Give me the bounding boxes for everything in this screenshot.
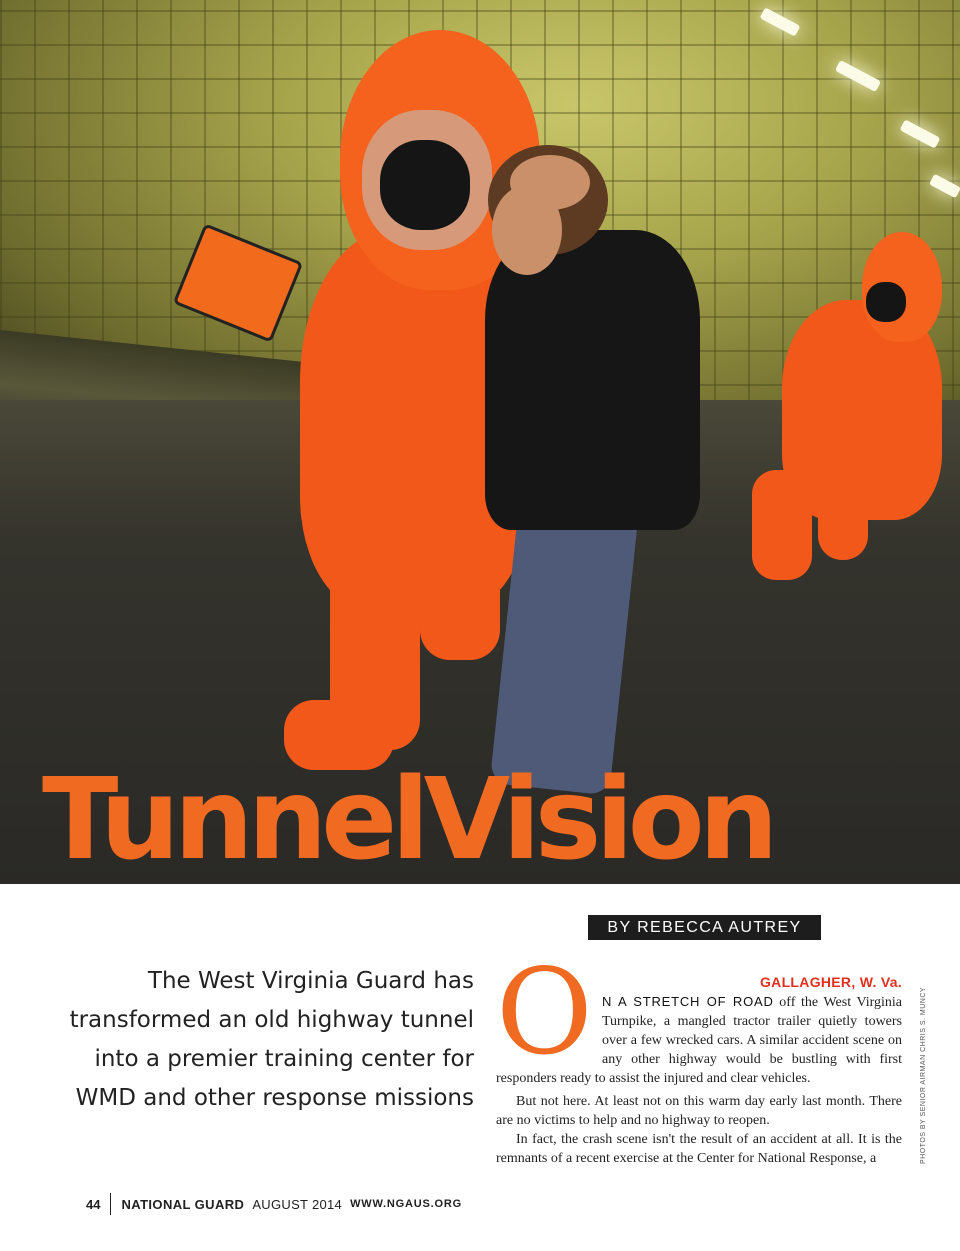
black-jacket: [485, 230, 700, 530]
paragraph-1: [496, 992, 902, 1088]
magazine-name: NATIONAL GUARD: [121, 1196, 245, 1212]
dropcap-space: [496, 992, 602, 1068]
hazmat-leg-right-3: [818, 460, 868, 560]
issue-date: AUGUST 2014: [252, 1196, 343, 1212]
paragraph-3: In fact, the crash scene isn't the result of an accident at all. It is the remnants of a recent exercise at the Center for National Response, a: [496, 1132, 902, 1166]
paragraph-2: But not here. At least not on this warm day early last month. There are no victims to help and no highway to reopen.: [496, 1094, 902, 1128]
footer-divider: [110, 1193, 111, 1215]
page-title: TunnelVision: [42, 755, 773, 884]
deck: The West Virginia Guard has transformed an old highway tunnel into a premier training center for WMD and other response missions: [69, 968, 474, 1111]
drop-cap: O: [496, 943, 593, 1081]
byline: BY REBECCA AUTREY: [588, 915, 821, 940]
article-body-continued: [496, 1092, 902, 1168]
gas-mask-right: [866, 282, 906, 322]
photo-credit: [920, 986, 936, 1164]
paragraph-1-text: off the West Virginia Turnpike, a mangled tractor trailer quietly towers over a few wrecked cars. A similar accident scene on any other highway would be bustling with first responders ready to assist the injured and clear vehicles.: [496, 995, 902, 1086]
hazmat-leg-right-2: [752, 470, 812, 580]
page-number: 44: [86, 1196, 101, 1212]
hazmat-leg-right: [420, 500, 500, 660]
dateline: GALLAGHER, W. Va.: [759, 974, 902, 990]
page-footer: [86, 1193, 462, 1215]
lead-in: N A STRETCH OF ROAD: [602, 994, 774, 1009]
gas-mask-left: [380, 140, 470, 230]
photo-credit-text: PHOTOS BY SENIOR AIRMAN CHRIS S. MUNCY: [920, 986, 927, 1164]
website-link[interactable]: WWW.NGAUS.ORG: [350, 1198, 462, 1210]
hand-on-head: [510, 155, 590, 210]
